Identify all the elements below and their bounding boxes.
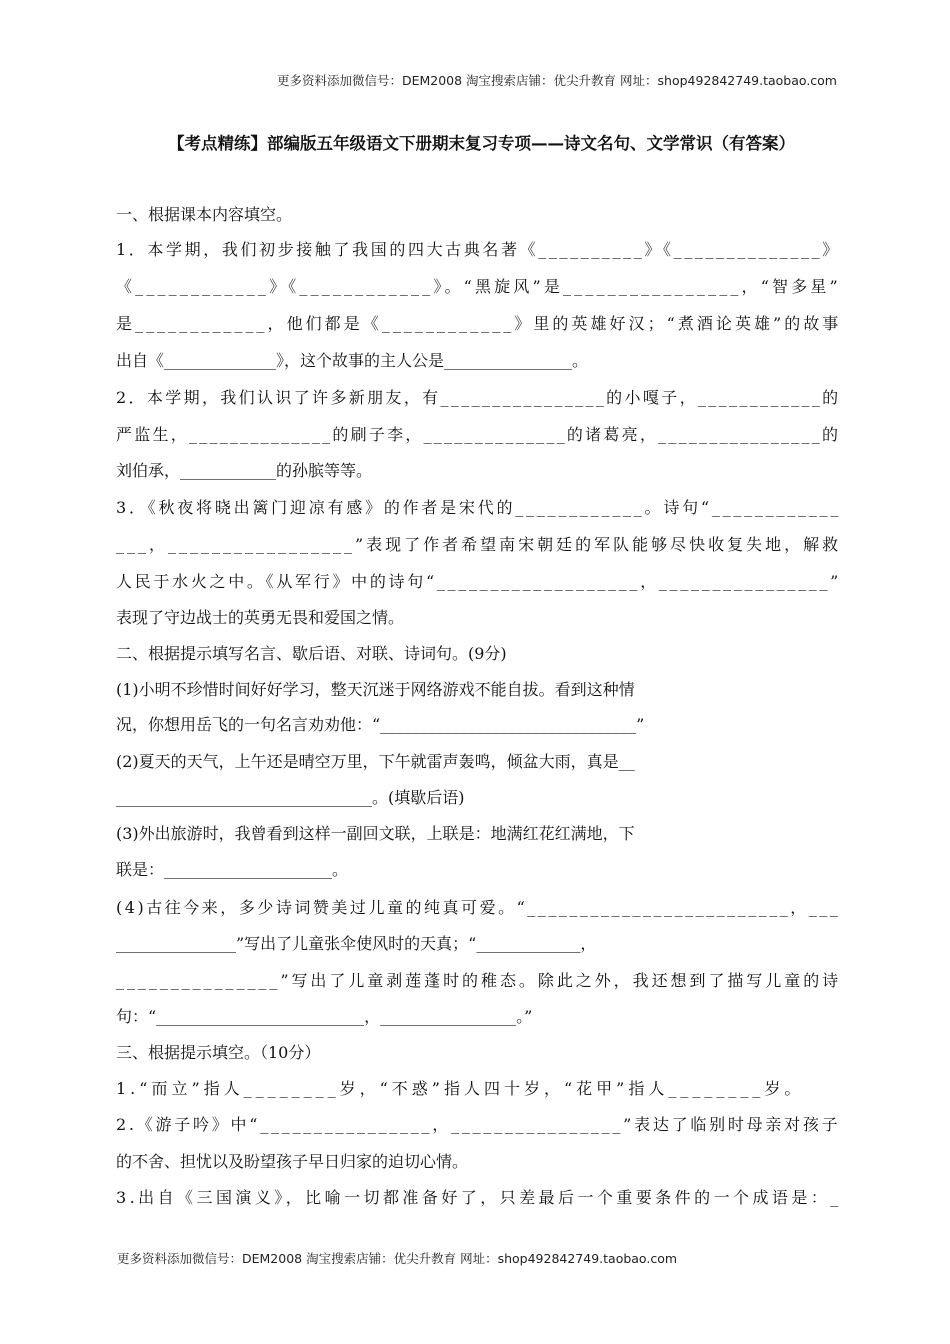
text-line: 三、根据提示填空。（10分） xyxy=(116,1043,321,1062)
text-line: (3)外出旅游时，我曾看到这样一副回文联，上联是：地满红花红满地，下 xyxy=(116,824,635,843)
text-line: (1)小明不珍惜时间好好学习，整天沉迷于网络游戏不能自拔。看到这种情 xyxy=(116,680,635,699)
text-line: 3.出自《三国演义》，比喻一切都准备好了，只差最后一个重要条件的一个成语是：_ xyxy=(116,1188,842,1207)
text-line: 的不舍、担忧以及盼望孩子早日归家的迫切心情。 xyxy=(116,1152,469,1171)
text-line: 2.《游子吟》中“________________，________________”表达了临别时母亲对孩子 xyxy=(116,1115,841,1134)
text-line: _______________”写出了儿童剥莲蓬时的稚态。除此之外，我还想到了描写儿童的诗 xyxy=(116,971,842,990)
page-footer: 更多资料添加微信号：DEM2008 淘宝搜索店铺：优尖升教育 网址：shop492842749.taobao.com xyxy=(117,1251,678,1266)
text-line: 联是：_____________________。 xyxy=(116,860,349,879)
text-line: 人民于水火之中。《从军行》中的诗句“___________________，________________” xyxy=(116,572,842,591)
document-title: 【考点精练】部编版五年级语文下册期末复习专项——诗文名句、文学常识（有答案） xyxy=(168,134,795,153)
text-line: (2)夏天的天气，上午还是晴空万里，下午就雷声轰鸣，倾盆大雨，真是__ xyxy=(116,752,635,771)
text-line: (4)古往今来，多少诗词赞美过儿童的纯真可爱。“_________________________，___ xyxy=(116,898,841,917)
text-line: 1．本学期，我们初步接触了我国的四大古典名著《__________》《______________》 xyxy=(116,240,841,259)
text-line: 二、根据提示填写名言、歇后语、对联、诗词句。(9分) xyxy=(116,644,507,663)
text-line: 1.“而立”指人________岁，“不惑”指人四十岁，“花甲”指人________岁。 xyxy=(116,1079,805,1098)
text-line: 2．本学期，我们认识了许多新朋友，有________________的小嘎子，____________的 xyxy=(116,388,841,407)
text-line: 句：“__________________________，_________________。” xyxy=(116,1007,533,1026)
text-line: 出自《______________》，这个故事的主人公是________________。 xyxy=(116,351,589,370)
text-line: 一、根据课本内容填空。 xyxy=(116,205,293,224)
text-line: 是____________，他们都是《____________》里的英雄好汉；“煮酒论英雄”的故事 xyxy=(116,314,842,333)
text-line: _______________”写出了儿童张伞使风时的天真；“_____________， xyxy=(116,934,597,953)
text-line: 况，你想用岳飞的一句名言劝劝他：“________________________________” xyxy=(116,715,645,734)
text-line: ___，_________________”表现了作者希望南宋朝廷的军队能够尽快收复失地，解救 xyxy=(116,535,842,554)
text-line: 3．《秋夜将晓出篱门迎凉有感》的作者是宋代的____________。诗句“____________ xyxy=(116,498,842,517)
text-line: 刘伯承，____________的孙膑等等。 xyxy=(116,461,373,480)
text-line: 表现了守边战士的英勇无畏和爱国之情。 xyxy=(116,608,405,627)
text-line: 《____________》《____________》。“黑旋风”是________________，“智多星” xyxy=(116,277,841,296)
page-header: 更多资料添加微信号：DEM2008 淘宝搜索店铺：优尖升教育 网址：shop492842749.taobao.com xyxy=(276,73,837,88)
text-line: 严监生，______________的刷子李，______________的诸葛亮，________________的 xyxy=(116,425,841,444)
text-line: ________________________________。(填歇后语) xyxy=(116,788,465,807)
